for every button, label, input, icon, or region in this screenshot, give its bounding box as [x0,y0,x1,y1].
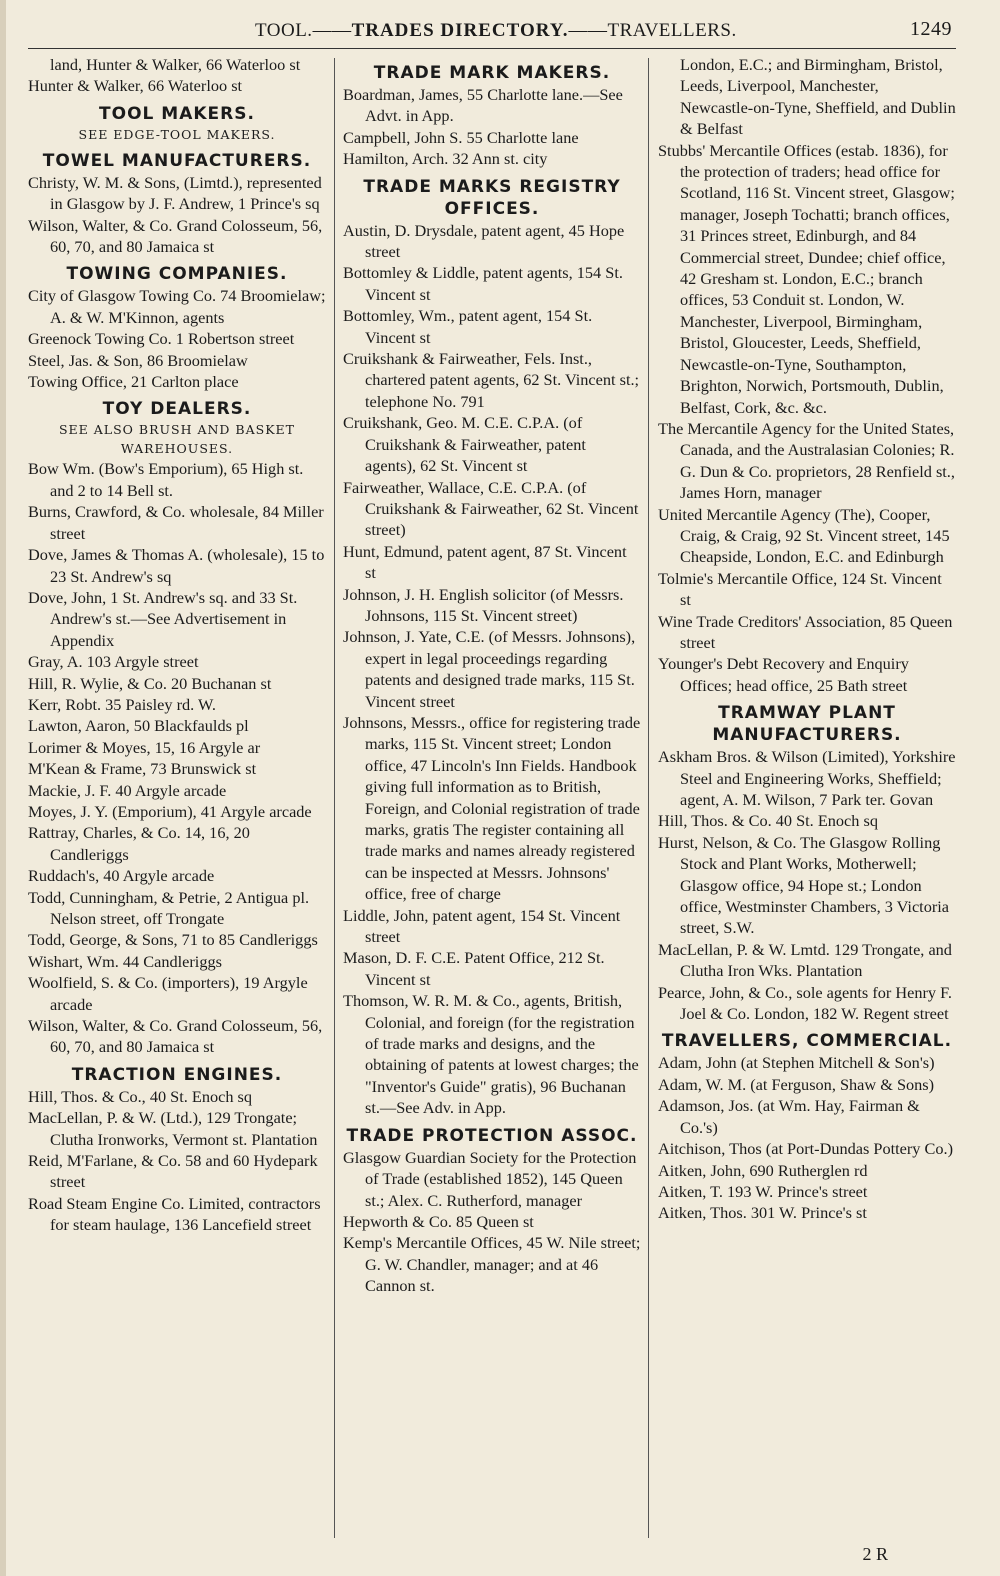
directory-entry: Pearce, John, & Co., sole agents for Henry F. Joel & Co. London, 182 W. Regent street [658,982,952,1024]
directory-entry: Hunter & Walker, 66 Waterloo st [28,76,243,96]
directory-entry: Christy, W. M. & Sons, (Limtd.), represented in Glasgow by J. F. Andrew, 1 Prince's sq [28,172,322,214]
entry-continuation: land, Hunter & Walker, 66 Waterloo st [50,55,301,74]
directory-entry: Stubbs' Mercantile Offices (estab. 1836), for the protection of traders; head office for Scotland, 116 St. Vincent street, Glasgow; manager, Joseph Tochatti; branch offices, 31 Princes street, Edinburgh, and 84 Commercial street, Dundee; chief office, 42 Gresham st. London, E.C.; branch offices, 53 Conduit st. London, W. Manchester, Liverpool, Birmingham, Bristol, Gloucester, Leeds, Sheffield, Newcastle-on-Tyne, Southampton, Brighton, Norwich, Portsmouth, Dublin, Belfast, Cork, &c. &c. [658,140,955,417]
directory-entry: The Mercantile Agency for the United States, Canada, and the Australasian Colonies; R. G. Dun & Co. proprietors, 28 Renfield st., James Horn, manager [658,418,955,503]
directory-entry: M'Kean & Frame, 73 Brunswick st [28,759,257,779]
directory-entry: Moyes, J. Y. (Emporium), 41 Argyle arcade [28,801,312,821]
directory-entry: Glasgow Guardian Society for the Protection of Trade (established 1852), 145 Queen st.; Alex. C. Rutherford, manager [343,1147,637,1210]
directory-entry: Adam, John (at Stephen Mitchell & Son's) [658,1053,935,1073]
cross-reference: SEE EDGE-TOOL MAKERS. [78,126,276,142]
directory-entry: Johnson, J. H. English solicitor (of Messrs. Johnsons, 115 St. Vincent street) [343,584,624,625]
section-heading: TRADE MARK MAKERS. [373,63,611,83]
directory-entry: Younger's Debt Recovery and Enquiry Offices; head office, 25 Bath street [658,654,909,695]
directory-entry: Adam, W. M. (at Ferguson, Shaw & Sons) [658,1074,935,1094]
directory-entry: Bottomley & Liddle, patent agents, 154 St. Vincent st [343,263,623,304]
running-header [0,16,1000,46]
directory-entry: Dove, James & Thomas A. (wholesale), 15 to 23 St. Andrew's sq [28,545,325,586]
directory-entry: MacLellan, P. & W. (Ltd.), 129 Trongate; Clutha Ironworks, Vermont st. Plantation [28,1108,318,1149]
directory-entry: Steel, Jas. & Son, 86 Broomielaw [28,350,248,370]
directory-entry: Fairweather, Wallace, C.E. C.P.A. (of Cruikshank & Fairweather, 62 St. Vincent street) [343,477,639,540]
cross-reference: SEE ALSO BRUSH AND BASKET WAREHOUSES. [58,422,295,457]
directory-entry: Dove, John, 1 St. Andrew's sq. and 33 St. Andrew's st.—See Advertisement in Appendix [28,587,298,650]
directory-entry: Ruddach's, 40 Argyle arcade [28,866,215,886]
directory-entry: Bottomley, Wm., patent agent, 154 St. Vincent st [343,306,593,347]
section-heading: TRADE PROTECTION ASSOC. [346,1125,638,1146]
directory-entry: Todd, Cunningham, & Petrie, 2 Antigua pl. Nelson street, off Trongate [28,887,310,928]
directory-entry: Bow Wm. (Bow's Emporium), 65 High st. and 2 to 14 Bell st. [28,459,304,500]
directory-entry: Greenock Towing Co. 1 Robertson street [28,329,295,349]
directory-entry: Road Steam Engine Co. Limited, contractors for steam haulage, 136 Lancefield street [28,1193,321,1235]
directory-entry: Hill, R. Wylie, & Co. 20 Buchanan st [28,673,272,693]
directory-entry: Wine Trade Creditors' Association, 85 Queen street [658,611,953,652]
directory-entry: Mackie, J. F. 40 Argyle arcade [28,780,227,800]
directory-entry: MacLellan, P. & W. Lmtd. 129 Trongate, and Clutha Iron Wks. Plantation [658,939,952,981]
directory-entry: Gray, A. 103 Argyle street [28,652,199,672]
column-divider-1 [334,58,335,1538]
directory-entry: United Mercantile Agency (The), Cooper, Craig, & Craig, 92 St. Vincent street, 145 Cheapside, London, E.C. and Edinburgh [658,504,950,567]
directory-entry: Johnsons, Messrs., office for registering trade marks, 115 St. Vincent street; London office, 47 Lincoln's Inn Fields. Handbook giving full information as to British, Foreign, and Colonial registration of trade marks, gratis The register containing all trade marks and names already registered can be inspected at Messrs. Johnsons' office, free of charge [343,712,641,904]
directory-entry: Aitken, Thos. 301 W. Prince's st [658,1203,867,1223]
directory-entry: Hill, Thos. & Co. 40 St. Enoch sq [658,811,878,831]
header-right: TRAVELLERS. [607,20,737,41]
directory-entry: Aitken, T. 193 W. Prince's street [658,1181,868,1201]
directory-entry: Wishart, Wm. 44 Candleriggs [28,951,222,971]
directory-entry: City of Glasgow Towing Co. 74 Broomielaw; A. & W. M'Kinnon, agents [28,286,326,327]
directory-entry: Thomson, W. R. M. & Co., agents, British, Colonial, and foreign (for the registration of trade marks and designs, and the obtaining of patents at lowest charges; the "Inventor's Guide" gratis), 96 Buchanan st.—See Adv. in App. [343,991,639,1118]
directory-entry: Hill, Thos. & Co., 40 St. Enoch sq [28,1086,253,1106]
directory-entry: Hunt, Edmund, patent agent, 87 St. Vincent st [343,541,627,583]
section-heading: TRACTION ENGINES. [71,1064,283,1085]
directory-entry: Lorimer & Moyes, 15, 16 Argyle ar [28,737,261,757]
directory-entry: Lawton, Aaron, 50 Blackfaulds pl [28,716,249,736]
directory-entry: Reid, M'Farlane, & Co. 58 and 60 Hydepark street [28,1151,318,1192]
directory-entry: Hepworth & Co. 85 Queen st [343,1211,534,1231]
directory-entry: Aitken, John, 690 Rutherglen rd [658,1160,868,1180]
directory-entry: Tolmie's Mercantile Office, 124 St. Vincent st [658,568,942,610]
directory-entry: Woolfield, S. & Co. (importers), 19 Argyle arcade [28,973,308,1014]
column-3 [658,54,956,1224]
section-heading: TOWEL MANUFACTURERS. [42,150,312,171]
signature-mark: 2 R [862,1544,888,1564]
column-divider-2 [648,58,649,1538]
column-2 [343,54,641,1297]
directory-entry: Campbell, John S. 55 Charlotte lane [343,127,579,147]
section-heading: TOWING COMPANIES. [66,264,288,285]
section-heading: TRADE MARKS REGISTRY OFFICES. [363,176,621,219]
directory-entry: Mason, D. F. C.E. Patent Office, 212 St. Vincent st [343,948,605,989]
directory-entry: Aitchison, Thos (at Port-Dundas Pottery Co.) [658,1139,954,1159]
page-number: 1249 [910,18,952,40]
directory-entry: Hurst, Nelson, & Co. The Glasgow Rolling Stock and Plant Works, Motherwell; Glasgow office, 94 Hope st.; London office, Westminster Chambers, 3 Victoria street, S.W. [658,832,950,938]
page-edge [0,0,6,1576]
header-center: TRADES DIRECTORY. [351,20,569,41]
directory-entry: Cruikshank, Geo. M. C.E. C.P.A. (of Cruikshank & Fairweather, patent agents), 62 St. Vincent st [343,413,586,476]
directory-entry: Adamson, Jos. (at Wm. Hay, Fairman & Co.'s) [658,1096,920,1137]
directory-entry: Liddle, John, patent agent, 154 St. Vincent street [343,905,621,947]
directory-entry: Wilson, Walter, & Co. Grand Colosseum, 56, 60, 70, and 80 Jamaica st [28,1016,323,1057]
directory-entry: Burns, Crawford, & Co. wholesale, 84 Miller street [28,502,324,543]
section-heading: TOOL MAKERS. [99,103,255,124]
header-left: TOOL. [255,20,313,41]
section-heading: TRAVELLERS, COMMERCIAL. [661,1031,953,1052]
directory-entry: Askham Bros. & Wilson (Limited), Yorkshire Steel and Engineering Works, Sheffield; agent, A. M. Wilson, 7 Park ter. Govan [658,747,956,809]
directory-entry: Towing Office, 21 Carlton place [28,372,239,392]
header-text: TOOL.——TRADES DIRECTORY.——TRAVELLERS. [255,20,737,41]
directory-entry: Hamilton, Arch. 32 Ann st. city [343,149,548,169]
directory-entry: Kerr, Robt. 35 Paisley rd. W. [28,694,216,714]
directory-entry: Johnson, J. Yate, C.E. (of Messrs. Johnsons), expert in legal proceedings regarding patents and designed trade marks, 115 St. Vincent street [343,627,636,711]
directory-entry: Wilson, Walter, & Co. Grand Colosseum, 56, 60, 70, and 80 Jamaica st [28,215,323,257]
directory-entry: Todd, George, & Sons, 71 to 85 Candleriggs [28,930,318,950]
directory-entry: Rattray, Charles, & Co. 14, 16, 20 Candleriggs [28,823,250,864]
directory-entry: Kemp's Mercantile Offices, 45 W. Nile street; G. W. Chandler, manager; and at 46 Cannon st. [343,1233,641,1296]
header-rule [28,48,956,49]
directory-entry: Austin, D. Drysdale, patent agent, 45 Hope street [343,220,625,262]
section-heading: TOY DEALERS. [102,399,252,420]
entry-continuation: London, E.C.; and Birmingham, Bristol, Leeds, Liverpool, Manchester, Newcastle-on-Tyne, Sheffield, and Dublin & Belfast [680,55,956,139]
column-1 [28,54,326,1236]
directory-entry: Cruikshank & Fairweather, Fels. Inst., chartered patent agents, 62 St. Vincent st.; telephone No. 791 [343,349,640,411]
directory-entry: Boardman, James, 55 Charlotte lane.—See Advt. in App. [343,85,623,126]
section-heading: TRAMWAY PLANT MANUFACTURERS. [712,703,902,746]
